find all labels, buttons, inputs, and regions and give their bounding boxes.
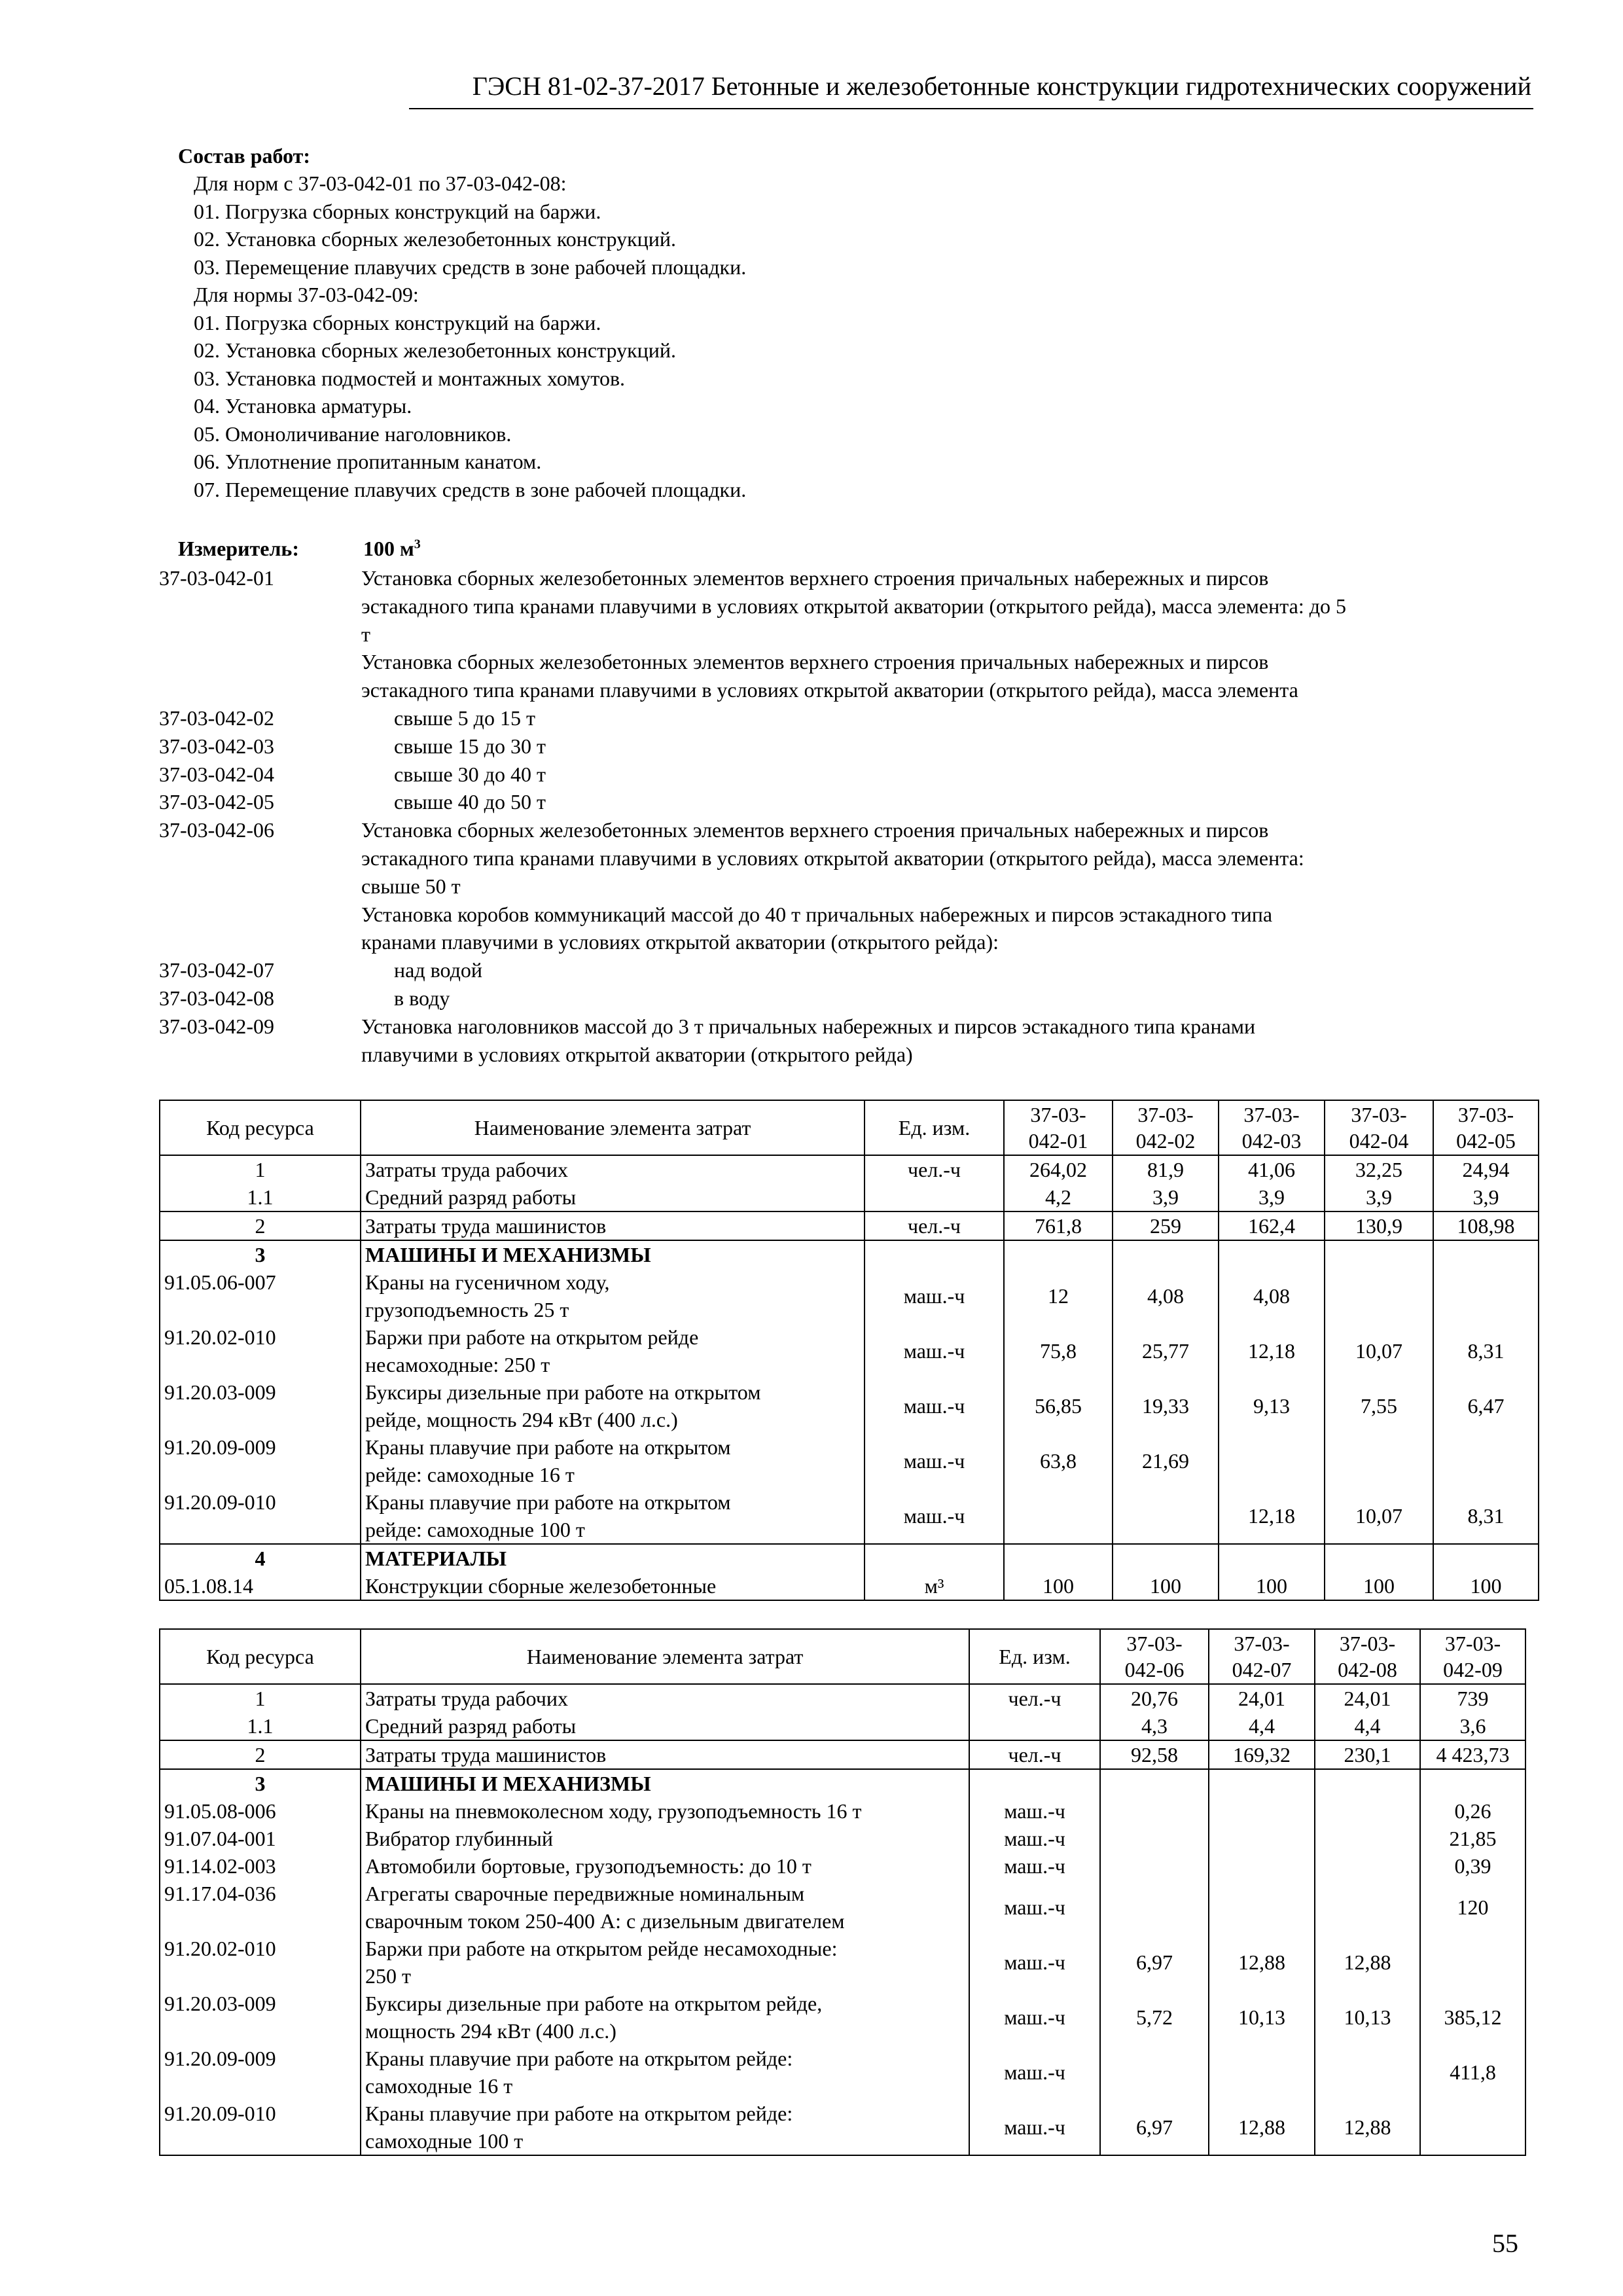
value-cell: 12,18 [1219,1323,1325,1378]
value-cell [1420,2100,1525,2155]
value-cell [1113,1488,1219,1544]
resource-name: Затраты труда рабочих [361,1155,865,1183]
value-cell: 12 [1004,1268,1113,1323]
composition-line: 07. Перемещение плавучих средств в зоне рабочей площадки. [194,477,747,501]
resource-unit [865,1183,1004,1211]
norm-text: эстакадного типа кранами плавучими в условиях открытой акватории (открытого рейда), масса элемента: [361,846,1304,870]
resource-name: Краны плавучие при работе на открытом рейде: самоходные 100 т [361,2100,969,2155]
value-cell [1433,1268,1539,1323]
table-row [160,1433,1539,1488]
resource-code: 91.20.09-010 [160,1488,361,1544]
resources-table-2 [159,1628,1526,2156]
norm-code: 37-03-042-08 [159,986,274,1010]
resource-code: 91.20.02-010 [160,1323,361,1378]
norm-text: Установка наголовников массой до 3 т причальных набережных и пирсов эстакадного типа кранами [361,1014,1256,1038]
resource-code: 2 [160,1211,361,1240]
value-cell: 411,8 [1420,2045,1525,2100]
resources-table-1 [159,1100,1539,1601]
value-cell [1209,1769,1315,1797]
value-cell [1325,1268,1433,1323]
value-cell: 4 423,73 [1420,1740,1525,1769]
value-cell [1315,1825,1420,1852]
table-row [160,1825,1525,1852]
norm-text: кранами плавучими в условиях открытой акватории (открытого рейда): [361,930,999,954]
table-row [160,1155,1539,1183]
table-row [160,2100,1525,2155]
header-cell: Наименование элемента затрат [361,1629,969,1684]
table-row [160,1852,1525,1880]
norm-code: 37-03-042-07 [159,958,274,982]
value-cell [1209,1852,1315,1880]
resource-name: Буксиры дизельные при работе на открытом рейде, мощность 294 кВт (400 л.с.) [361,1378,865,1433]
resource-name: МАШИНЫ И МЕХАНИЗМЫ [361,1240,865,1268]
value-cell [1004,1488,1113,1544]
table-row [160,1183,1539,1211]
resource-code: 91.20.03-009 [160,1378,361,1433]
value-cell: 264,02 [1004,1155,1113,1183]
value-cell: 4,08 [1219,1268,1325,1323]
resource-name: МАТЕРИАЛЫ [361,1544,865,1572]
table-row [160,1935,1525,1990]
resource-code: 1 [160,1155,361,1183]
resource-code: 91.20.03-009 [160,1990,361,2045]
norm-text: т [361,622,370,646]
value-cell [1420,1769,1525,1797]
value-cell: 0,26 [1420,1797,1525,1825]
page-number: 55 [1492,2229,1518,2258]
resource-unit: маш.-ч [969,1852,1100,1880]
resource-unit [865,1240,1004,1268]
value-cell [1315,1797,1420,1825]
resource-name: Затраты труда рабочих [361,1684,969,1712]
resource-name: Краны на гусеничном ходу, грузоподъемность 25 т [361,1268,865,1323]
resource-name: Баржи при работе на открытом рейде несамоходные: 250 т [361,1935,969,1990]
resource-unit: маш.-ч [865,1323,1004,1378]
value-cell: 10,07 [1325,1323,1433,1378]
value-cell: 24,94 [1433,1155,1539,1183]
value-cell: 259 [1113,1211,1219,1240]
resource-code: 91.20.09-009 [160,2045,361,2100]
header-cell: Код ресурса [160,1100,361,1155]
header-cell: Код ресурса [160,1629,361,1684]
norm-text: Установка сборных железобетонных элементов верхнего строения причальных набережных и пирсов [361,650,1269,674]
value-cell: 4,08 [1113,1268,1219,1323]
value-cell [1113,1240,1219,1268]
table-row [160,1572,1539,1600]
resource-unit: маш.-ч [969,1990,1100,2045]
norm-text: эстакадного типа кранами плавучими в условиях открытой акватории (открытого рейда), масса элемента [361,678,1298,702]
resource-unit: чел.-ч [865,1211,1004,1240]
norm-text: свыше 40 до 50 т [394,790,546,814]
value-cell: 761,8 [1004,1211,1113,1240]
norm-code: 37-03-042-01 [159,566,274,590]
resource-unit: маш.-ч [969,2045,1100,2100]
resource-unit: маш.-ч [969,1935,1100,1990]
value-cell [1100,1769,1209,1797]
value-cell: 739 [1420,1684,1525,1712]
norm-code: 37-03-042-05 [159,790,274,814]
value-cell: 100 [1219,1572,1325,1600]
value-cell: 41,06 [1219,1155,1325,1183]
resource-name: Автомобили бортовые, грузоподъемность: до 10 т [361,1852,969,1880]
composition-heading: Состав работ: [178,144,311,168]
value-cell [1113,1544,1219,1572]
resource-code: 4 [160,1544,361,1572]
composition-line: 01. Погрузка сборных конструкций на баржи. [194,310,601,334]
table-row [160,1240,1539,1268]
composition-line: 02. Установка сборных железобетонных конструкций. [194,227,676,251]
value-cell: 5,72 [1100,1990,1209,2045]
value-cell [1100,2045,1209,2100]
value-cell: 12,88 [1315,1935,1420,1990]
measure-label: Измеритель: [178,537,299,560]
resource-unit [969,1712,1100,1740]
value-cell [1315,2045,1420,2100]
value-cell: 162,4 [1219,1211,1325,1240]
resource-code: 1 [160,1684,361,1712]
value-cell: 0,39 [1420,1852,1525,1880]
table-1-header-row [160,1100,1539,1155]
norm-code: 37-03-042-02 [159,706,274,730]
resource-unit: маш.-ч [865,1433,1004,1488]
norm-text: свыше 30 до 40 т [394,762,546,786]
value-cell [1219,1240,1325,1268]
value-cell: 10,13 [1209,1990,1315,2045]
value-cell [1325,1433,1433,1488]
value-cell [1004,1544,1113,1572]
resource-unit: чел.-ч [865,1155,1004,1183]
resource-name: Агрегаты сварочные передвижные номинальным сварочным током 250-400 А: с дизельным двигателем [361,1880,969,1935]
composition-line: 03. Установка подмостей и монтажных хомутов. [194,366,626,390]
value-cell: 3,9 [1113,1183,1219,1211]
resource-name: Краны плавучие при работе на открытом рейде: самоходные 100 т [361,1488,865,1544]
resource-code: 3 [160,1240,361,1268]
resource-unit: маш.-ч [969,1797,1100,1825]
value-cell: 120 [1420,1880,1525,1935]
resource-code: 05.1.08.14 [160,1572,361,1600]
header-cell: 37-03- 042-08 [1315,1629,1420,1684]
value-cell [1209,1880,1315,1935]
value-cell: 81,9 [1113,1155,1219,1183]
table-row [160,1488,1539,1544]
value-cell: 8,31 [1433,1488,1539,1544]
value-cell: 6,97 [1100,2100,1209,2155]
value-cell [1100,1880,1209,1935]
value-cell: 63,8 [1004,1433,1113,1488]
value-cell: 3,9 [1219,1183,1325,1211]
value-cell [1100,1852,1209,1880]
resource-name: Вибратор глубинный [361,1825,969,1852]
value-cell: 6,97 [1100,1935,1209,1990]
resource-unit: маш.-ч [969,1825,1100,1852]
header-cell: 37-03- 042-06 [1100,1629,1209,1684]
resource-code: 91.14.02-003 [160,1852,361,1880]
resource-code: 91.07.04-001 [160,1825,361,1852]
composition-line: 03. Перемещение плавучих средств в зоне рабочей площадки. [194,255,747,279]
resource-code: 91.20.09-010 [160,2100,361,2155]
resource-unit [969,1769,1100,1797]
value-cell: 75,8 [1004,1323,1113,1378]
value-cell: 12,88 [1209,2100,1315,2155]
norm-text: Установка сборных железобетонных элементов верхнего строения причальных набережных и пирсов [361,566,1269,590]
value-cell: 230,1 [1315,1740,1420,1769]
value-cell: 385,12 [1420,1990,1525,2045]
resource-code: 91.17.04-036 [160,1880,361,1935]
value-cell: 100 [1325,1572,1433,1600]
resource-name: Средний разряд работы [361,1712,969,1740]
value-cell [1209,1825,1315,1852]
value-cell [1100,1797,1209,1825]
resource-code: 91.20.02-010 [160,1935,361,1990]
resource-code: 1.1 [160,1712,361,1740]
table-row [160,1740,1525,1769]
norm-text: свыше 15 до 30 т [394,734,546,758]
value-cell: 3,6 [1420,1712,1525,1740]
measure-value-text: 100 м [363,537,414,560]
header-cell: 37-03- 042-07 [1209,1629,1315,1684]
value-cell: 92,58 [1100,1740,1209,1769]
value-cell [1433,1433,1539,1488]
header-cell: Ед. изм. [969,1629,1100,1684]
value-cell [1315,1769,1420,1797]
value-cell: 6,47 [1433,1378,1539,1433]
value-cell: 20,76 [1100,1684,1209,1712]
value-cell [1433,1240,1539,1268]
resource-code: 2 [160,1740,361,1769]
resource-code: 1.1 [160,1183,361,1211]
norm-text: в воду [394,986,450,1010]
resource-code: 91.05.06-007 [160,1268,361,1323]
header-cell: Ед. изм. [865,1100,1004,1155]
value-cell: 169,32 [1209,1740,1315,1769]
value-cell: 100 [1113,1572,1219,1600]
value-cell: 130,9 [1325,1211,1433,1240]
value-cell [1420,1935,1525,1990]
resource-unit: маш.-ч [865,1268,1004,1323]
table-row [160,1684,1525,1712]
value-cell: 100 [1004,1572,1113,1600]
resource-name: Средний разряд работы [361,1183,865,1211]
composition-line: 06. Уплотнение пропитанным канатом. [194,450,542,473]
value-cell [1433,1544,1539,1572]
table-row [160,1378,1539,1433]
value-cell: 12,18 [1219,1488,1325,1544]
resource-unit: маш.-ч [865,1488,1004,1544]
resource-name: МАШИНЫ И МЕХАНИЗМЫ [361,1769,969,1797]
header-cell: 37-03- 042-01 [1004,1100,1113,1155]
value-cell [1209,2045,1315,2100]
value-cell: 108,98 [1433,1211,1539,1240]
value-cell: 10,13 [1315,1990,1420,2045]
header-cell: Наименование элемента затрат [361,1100,865,1155]
value-cell: 32,25 [1325,1155,1433,1183]
norm-text: эстакадного типа кранами плавучими в условиях открытой акватории (открытого рейда), масса элемента: до 5 [361,594,1346,618]
norm-text: свыше 5 до 15 т [394,706,535,730]
header-cell: 37-03- 042-09 [1420,1629,1525,1684]
value-cell [1100,1825,1209,1852]
value-cell [1219,1544,1325,1572]
value-cell: 21,69 [1113,1433,1219,1488]
value-cell [1219,1433,1325,1488]
resource-code: 91.20.09-009 [160,1433,361,1488]
table-row [160,1769,1525,1797]
value-cell: 25,77 [1113,1323,1219,1378]
resource-name: Краны плавучие при работе на открытом рейде: самоходные 16 т [361,1433,865,1488]
norm-text: плавучими в условиях открытой акватории (открытого рейда) [361,1042,913,1066]
composition-line: 02. Установка сборных железобетонных конструкций. [194,338,676,362]
norm-text: над водой [394,958,482,982]
value-cell [1315,1880,1420,1935]
value-cell [1325,1544,1433,1572]
value-cell: 4,3 [1100,1712,1209,1740]
norm-text: свыше 50 т [361,874,461,898]
composition-line: 05. Омоноличивание наголовников. [194,422,512,446]
resource-unit: маш.-ч [865,1378,1004,1433]
value-cell: 24,01 [1209,1684,1315,1712]
resource-name: Краны плавучие при работе на открытом рейде: самоходные 16 т [361,2045,969,2100]
composition-line: 04. Установка арматуры. [194,394,412,418]
value-cell: 56,85 [1004,1378,1113,1433]
norm-text: Установка сборных железобетонных элементов верхнего строения причальных набережных и пирсов [361,818,1269,842]
value-cell: 9,13 [1219,1378,1325,1433]
value-cell: 3,9 [1325,1183,1433,1211]
value-cell [1315,1852,1420,1880]
resource-name: Краны на пневмоколесном ходу, грузоподъемность 16 т [361,1797,969,1825]
value-cell: 4,2 [1004,1183,1113,1211]
header-rule [409,108,1533,109]
table-row [160,1268,1539,1323]
value-cell [1209,1797,1315,1825]
resource-name: Затраты труда машинистов [361,1740,969,1769]
resource-name: Буксиры дизельные при работе на открытом рейде, мощность 294 кВт (400 л.с.) [361,1990,969,2045]
table-row [160,1544,1539,1572]
value-cell: 12,88 [1315,2100,1420,2155]
table-row [160,1712,1525,1740]
table-row [160,2045,1525,2100]
header-cell: 37-03- 042-02 [1113,1100,1219,1155]
value-cell: 4,4 [1209,1712,1315,1740]
table-row [160,1323,1539,1378]
resource-unit [865,1544,1004,1572]
composition-line: Для норм с 37-03-042-01 по 37-03-042-08: [194,171,567,195]
value-cell [1325,1240,1433,1268]
composition-line: 01. Погрузка сборных конструкций на баржи. [194,199,601,223]
value-cell: 7,55 [1325,1378,1433,1433]
resource-unit: м³ [865,1572,1004,1600]
value-cell: 21,85 [1420,1825,1525,1852]
value-cell: 8,31 [1433,1323,1539,1378]
value-cell: 100 [1433,1572,1539,1600]
resource-name: Затраты труда машинистов [361,1211,865,1240]
table-2-header-row [160,1629,1525,1684]
resource-unit: маш.-ч [969,1880,1100,1935]
value-cell: 12,88 [1209,1935,1315,1990]
measure-value [363,535,421,562]
header-cell: 37-03- 042-04 [1325,1100,1433,1155]
norm-code: 37-03-042-04 [159,762,274,786]
measure-value-sup: 3 [414,537,421,552]
table-row [160,1990,1525,2045]
norm-text: Установка коробов коммуникаций массой до 40 т причальных набережных и пирсов эстакадного типа [361,902,1273,926]
resource-name: Баржи при работе на открытом рейде несамоходные: 250 т [361,1323,865,1378]
header-cell: 37-03- 042-05 [1433,1100,1539,1155]
page-header: ГЭСН 81-02-37-2017 Бетонные и железобетонные конструкции гидротехнических сооружений [472,71,1531,101]
table-row [160,1880,1525,1935]
resource-unit: чел.-ч [969,1740,1100,1769]
value-cell: 10,07 [1325,1488,1433,1544]
resource-unit: маш.-ч [969,2100,1100,2155]
value-cell: 4,4 [1315,1712,1420,1740]
value-cell: 3,9 [1433,1183,1539,1211]
composition-line: Для нормы 37-03-042-09: [194,283,419,306]
value-cell [1004,1240,1113,1268]
resource-name: Конструкции сборные железобетонные [361,1572,865,1600]
norm-code: 37-03-042-09 [159,1014,274,1038]
value-cell: 24,01 [1315,1684,1420,1712]
norm-code: 37-03-042-06 [159,818,274,842]
norm-code: 37-03-042-03 [159,734,274,758]
resource-unit: чел.-ч [969,1684,1100,1712]
header-cell: 37-03- 042-03 [1219,1100,1325,1155]
value-cell: 19,33 [1113,1378,1219,1433]
resource-code: 91.05.08-006 [160,1797,361,1825]
table-row [160,1797,1525,1825]
resource-code: 3 [160,1769,361,1797]
table-row [160,1211,1539,1240]
